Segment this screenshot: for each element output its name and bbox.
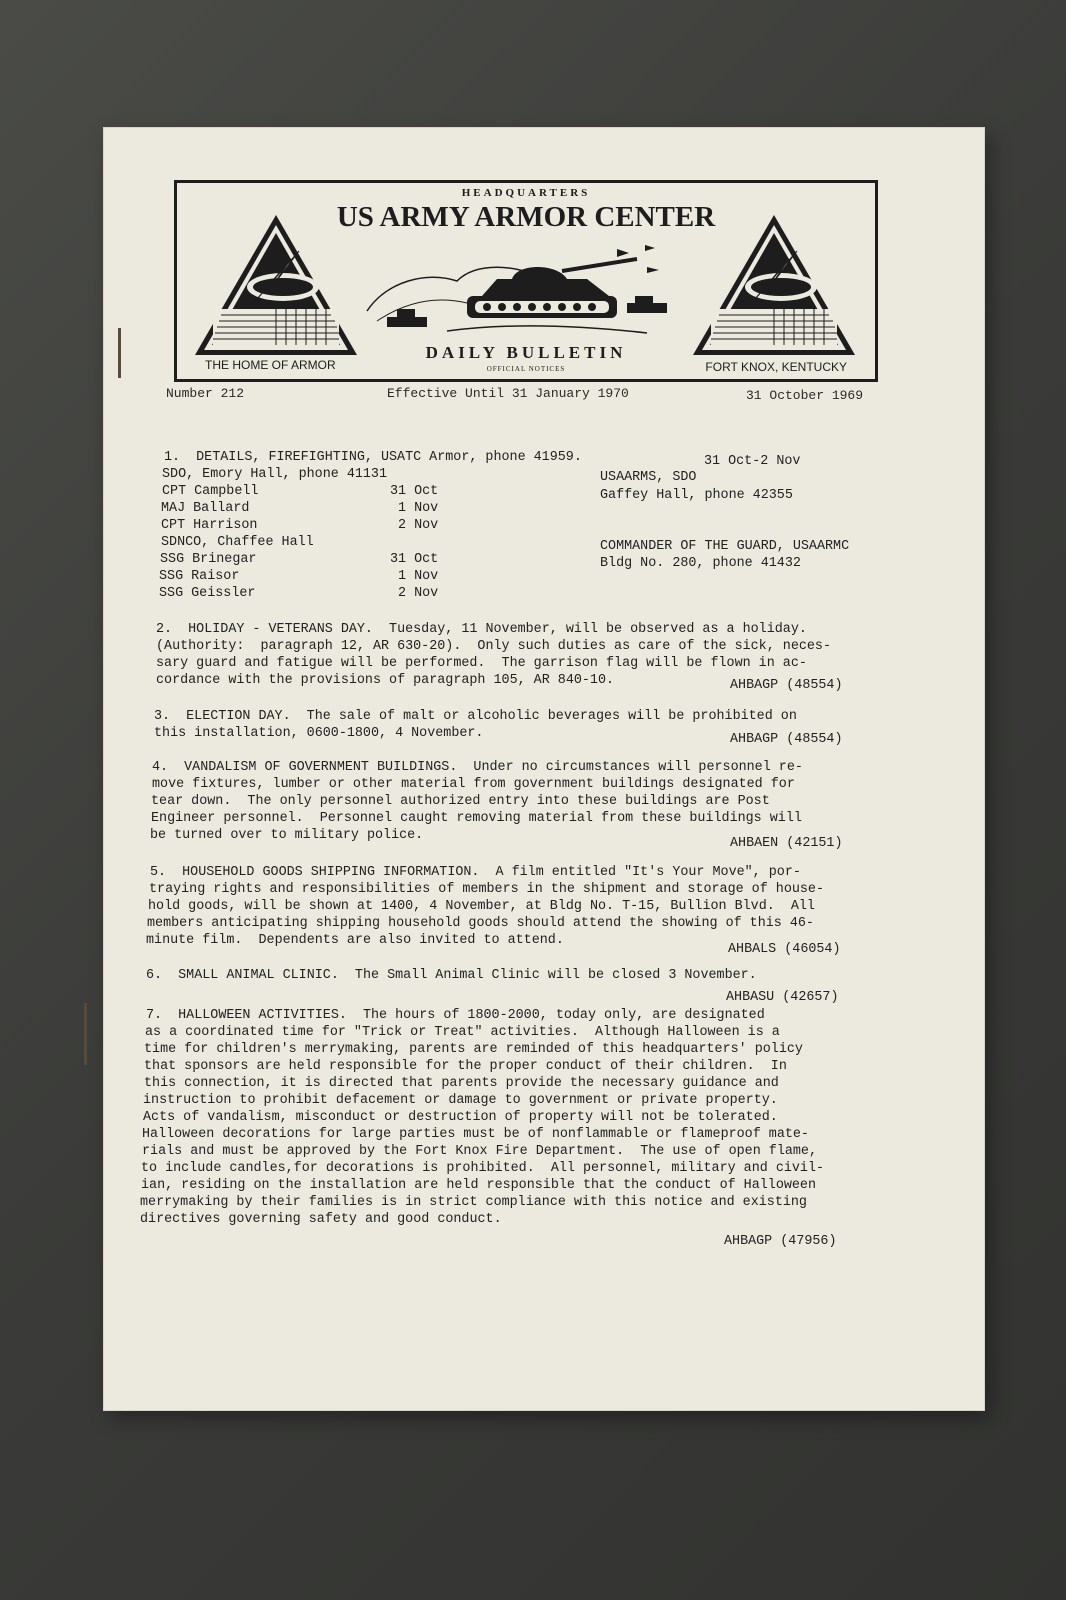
masthead	[174, 180, 878, 382]
notice-line: members anticipating shipping household goods should attend the showing of this 46-	[147, 916, 814, 931]
duty-name: SSG Brinegar	[160, 552, 257, 567]
notice-line: cordance with the provisions of paragraph 105, AR 840-10.	[156, 673, 615, 688]
office-code: AHBAGP (48554)	[730, 678, 843, 693]
office-code: AHBASU (42657)	[726, 990, 839, 1005]
notice-line: traying rights and responsibilities of members in the shipment and storage of house-	[149, 882, 824, 897]
duty-officer-block: USAARMS, SDO	[600, 470, 697, 485]
duty-date: 1 Nov	[398, 569, 439, 584]
tank-illustration	[347, 241, 707, 341]
office-code: AHBAEN (42151)	[730, 836, 843, 851]
notice-line: tear down. The only personnel authorized entry into these buildings are Post	[151, 794, 770, 809]
home-of-armor-label: THE HOME OF ARMOR	[205, 358, 336, 372]
notice-line: 2. HOLIDAY - VETERANS DAY. Tuesday, 11 November, will be observed as a holiday.	[156, 622, 807, 637]
duty-name: SSG Geissler	[159, 586, 256, 601]
bulletin-title: DAILY BULLETIN	[425, 343, 627, 362]
duty-date: 2 Nov	[398, 586, 439, 601]
notice-line: Acts of vandalism, misconduct or destruction of property will not be tolerated.	[143, 1110, 778, 1125]
duty-officer-block: Gaffey Hall, phone 42355	[600, 488, 793, 503]
duty-date: 1 Nov	[398, 501, 439, 516]
bulletin-date: 31 October 1969	[746, 388, 864, 403]
duty-name: SDO, Emory Hall, phone 41131	[162, 467, 387, 482]
duty-name: SSG Raisor	[159, 569, 240, 584]
notice-line: 3. ELECTION DAY. The sale of malt or alcoholic beverages will be prohibited on	[154, 709, 797, 724]
location-label: FORT KNOX, KENTUCKY	[705, 360, 847, 374]
notice-line: be turned over to military police.	[150, 828, 424, 843]
notice-line: Halloween decorations for large parties must be of nonflammable or flameproof mate-	[142, 1127, 809, 1142]
notice-line: merrymaking by their families is in strict compliance with this notice and existing	[140, 1195, 807, 1210]
notice-line: that sponsors are held responsible for the proper conduct of their children. In	[144, 1059, 787, 1074]
office-code: AHBAGP (48554)	[730, 732, 843, 747]
notice-line: move fixtures, lumber or other material from government buildings designated for	[152, 777, 795, 792]
notice-line: (Authority: paragraph 12, AR 630-20). Only such duties as care of the sick, neces-	[156, 639, 831, 654]
notice-heading: 1. DETAILS, FIREFIGHTING, USATC Armor, phone 41959.	[164, 450, 582, 465]
notice-line: rials and must be approved by the Fort Knox Fire Department. The use of open flame,	[142, 1144, 817, 1159]
notice-line: to include candles,for decorations is prohibited. All personnel, military and civil-	[141, 1161, 825, 1176]
notice-line: ian, residing on the installation are held responsible that the conduct of Halloween	[141, 1178, 816, 1193]
office-code: AHBAGP (47956)	[724, 1234, 837, 1249]
notice-line: 5. HOUSEHOLD GOODS SHIPPING INFORMATION. A film entitled "It's Your Move", por-	[150, 865, 801, 880]
staple-mark	[118, 328, 121, 378]
notice-line: sary guard and fatigue will be performed. The garrison flag will be flown in ac-	[156, 656, 807, 671]
notice-line: Engineer personnel. Personnel caught removing material from these buildings will	[151, 811, 802, 826]
duty-name: CPT Harrison	[161, 518, 258, 533]
armor-triangle-emblem-right	[689, 211, 859, 359]
effective-until: Effective Until 31 January 1970	[387, 386, 629, 401]
notice-line: hold goods, will be shown at 1400, 4 November, at Bldg No. T-15, Bullion Blvd. All	[148, 899, 815, 914]
notice-dates: 31 Oct-2 Nov	[704, 454, 801, 469]
notice-line: 4. VANDALISM OF GOVERNMENT BUILDINGS. Under no circumstances will personnel re-	[152, 760, 803, 775]
duty-date: 31 Oct	[390, 484, 439, 499]
notice-line: instruction to prohibit defacement or damage to government or private property.	[143, 1093, 778, 1108]
notice-line: this installation, 0600-1800, 4 November.	[154, 726, 484, 741]
official-notices-label: OFFICIAL NOTICES	[486, 365, 566, 373]
armor-triangle-emblem-left	[191, 211, 361, 359]
notice-line: time for children's merrymaking, parents are reminded of this headquarters' policy	[144, 1042, 803, 1057]
notice-line: 7. HALLOWEEN ACTIVITIES. The hours of 1800-2000, today only, are designated	[146, 1008, 765, 1023]
page-title: US ARMY ARMOR CENTER	[336, 201, 716, 233]
duty-name: CPT Campbell	[162, 484, 259, 499]
notice-line: directives governing safety and good conduct.	[140, 1212, 502, 1227]
bulletin-number: Number 212	[166, 386, 245, 401]
headquarters-label: HEADQUARTERS	[461, 187, 591, 199]
duty-name: SDNCO, Chaffee Hall	[161, 535, 314, 550]
notice-line: as a coordinated time for "Trick or Treat" activities. Although Halloween is a	[145, 1025, 780, 1040]
notice-line: this connection, it is directed that parents provide the necessary guidance and	[144, 1076, 779, 1091]
guard-commander-block: Bldg No. 280, phone 41432	[600, 556, 801, 571]
duty-date: 31 Oct	[390, 552, 439, 567]
notice-line: minute film. Dependents are also invited to attend.	[146, 933, 564, 948]
guard-commander-block: COMMANDER OF THE GUARD, USAARMC	[600, 539, 850, 554]
staple-mark	[84, 1003, 87, 1065]
duty-name: MAJ Ballard	[161, 501, 250, 516]
office-code: AHBALS (46054)	[728, 942, 841, 957]
notice-line: 6. SMALL ANIMAL CLINIC. The Small Animal Clinic will be closed 3 November.	[146, 968, 757, 983]
duty-date: 2 Nov	[398, 518, 439, 533]
bulletin-page	[104, 128, 984, 1410]
